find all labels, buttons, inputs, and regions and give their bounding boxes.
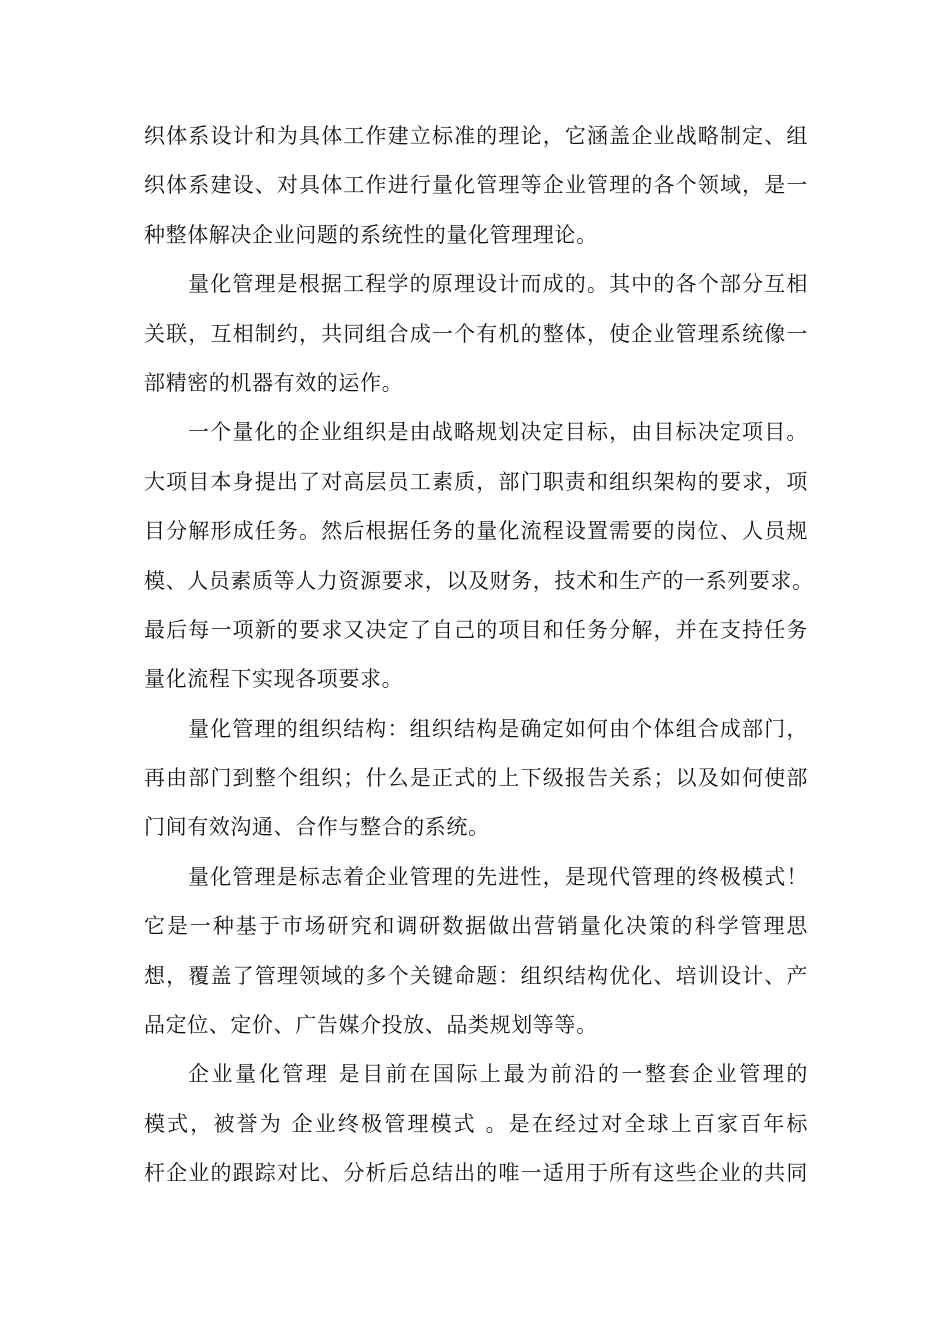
text-line: 模、人员素质等人力资源要求，以及财务，技术和生产的一系列要求。 [144,568,814,593]
text-line: 企业量化管理 是目前在国际上最为前沿的一整套企业管理的 [188,1062,808,1087]
text-line: 一个量化的企业组织是由战略规划决定目标，由目标决定项目。 [188,420,808,445]
text-line: 品定位、定价、广告媒介投放、品类规划等等。 [144,1013,598,1038]
paragraph [144,1050,808,1198]
text-line: 织体系设计和为具体工作建立标准的理论，它涵盖企业战略制定、组 [144,124,808,148]
text-line: 部精密的机器有效的运作。 [144,370,404,395]
paragraph [144,705,808,853]
text-line: 量化管理是标志着企业管理的先进性，是现代管理的终极模式！ [188,864,808,889]
paragraph [144,112,808,260]
text-line: 杆企业的跟踪对比、分析后总结出的唯一适用于所有这些企业的共同 [144,1161,808,1186]
text-line: 它是一种基于市场研究和调研数据做出营销量化决策的科学管理思 [144,914,808,939]
text-line: 想，覆盖了管理领域的多个关键命题：组织结构优化、培训设计、产 [144,963,808,988]
text-line: 再由部门到整个组织；什么是正式的上下级报告关系；以及如何使部 [144,766,808,791]
text-line: 目分解形成任务。然后根据任务的量化流程设置需要的岗位、人员规 [144,519,808,544]
text-line: 种整体解决企业问题的系统性的量化管理理论。 [144,222,598,247]
text-line: 量化流程下实现各项要求。 [144,667,404,692]
text-line: 量化管理是根据工程学的原理设计而成的。其中的各个部分互相 [188,272,808,297]
paragraph [144,260,808,408]
body-text [144,112,814,1199]
text-line: 最后每一项新的要求又决定了自己的项目和任务分解，并在支持任务 [144,617,808,642]
paragraph [144,408,814,704]
text-line: 织体系建设、对具体工作进行量化管理等企业管理的各个领域，是一 [144,173,808,198]
text-line: 大项目本身提出了对高层员工素质，部门职责和组织架构的要求，项 [144,469,808,494]
text-line: 关联，互相制约，共同组合成一个有机的整体，使企业管理系统像一 [144,321,808,346]
paragraph [144,853,808,1051]
text-line: 门间有效沟通、合作与整合的系统。 [144,815,490,840]
text-line: 量化管理的组织结构：组织结构是确定如何由个体组合成部门， [188,716,808,741]
text-line: 模式，被誉为 企业终极管理模式 。是在经过对全球上百家百年标 [144,1111,808,1136]
